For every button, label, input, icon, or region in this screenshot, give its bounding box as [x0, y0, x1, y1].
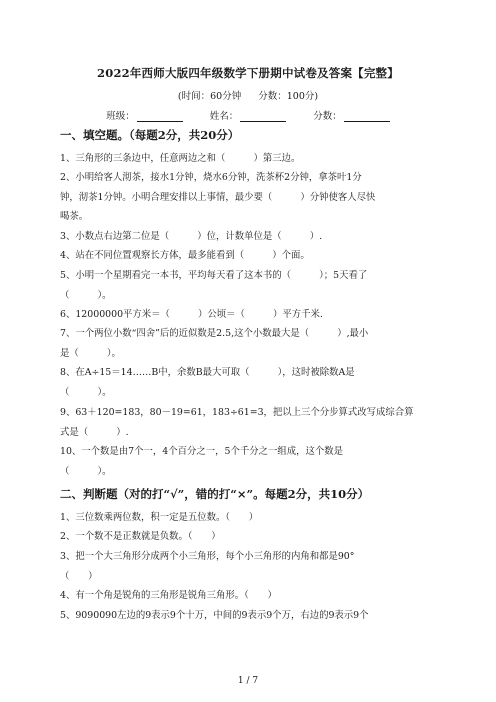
score-blank[interactable] [344, 111, 390, 122]
question-line: 10、一个数是由7个一，4个百分之一，5个千分之一组成，这个数是 [60, 446, 343, 457]
question-line: 7、一个两位小数“四舍”后的近似数是2.5,这个小数最大是（ ）,最小 [60, 328, 369, 339]
fill-question-9 [60, 403, 442, 442]
section-judge-heading: 二、判断题（对的打“√”，错的打“×”。每题2分，共10分） [60, 487, 370, 501]
question-line: （ ） [60, 570, 98, 582]
question-line: 3、把一个大三角形分成两个小三角形，每个小三角形的内角和都是90° [60, 551, 355, 562]
question-line: 5、9090090左边的9表示9个十万，中间的9表示9个万，右边的9表示9个 [60, 610, 369, 621]
exam-title: 2022年西师大版四年级数学下册期中试卷及答案【完整】 [97, 66, 399, 80]
name-label: 姓名： [209, 111, 239, 122]
exam-time: (时间：60分钟 [177, 91, 242, 102]
question-line: 1、三角形的三条边中，任意两边之和（ ）第三边。 [60, 153, 301, 164]
judge-question-1 [60, 508, 442, 528]
question-line: （ ）。 [60, 289, 112, 301]
fill-question-10 [60, 442, 442, 481]
fill-question-2 [60, 168, 442, 227]
fill-question-3 [60, 227, 442, 247]
question-line: 6、12000000平方米＝（ ）公顷＝（ ）平方千米. [60, 309, 323, 320]
exam-meta [0, 88, 496, 102]
score-field [313, 108, 390, 122]
name-field [210, 108, 287, 122]
question-line: 4、站在不同位置观察长方体，最多能看到（ ）个面。 [60, 250, 310, 261]
question-line: 4、有一个角是锐角的三角形是锐角三角形。（ ） [60, 590, 277, 601]
question-line: （ ）。 [60, 465, 112, 477]
section-fill-heading: 一、填空题。（每题2分，共20分） [60, 128, 240, 142]
student-info-fields [0, 108, 496, 122]
question-line: 5、小明一个星期看完一本书，平均每天看了这本书的（ ）；5天看了 [60, 270, 368, 281]
score-label: 分数： [313, 111, 342, 122]
question-line: 8、在A÷15＝14……B中，余数B最大可取（ ），这时被除数A是 [60, 367, 355, 378]
fill-question-5 [60, 266, 442, 305]
fill-question-8 [60, 363, 442, 402]
fill-question-6 [60, 305, 442, 325]
judge-question-2 [60, 527, 442, 547]
class-field [106, 108, 183, 122]
fill-question-1 [60, 149, 442, 169]
name-blank[interactable] [240, 111, 286, 122]
question-line: 是（ ）。 [60, 347, 121, 359]
page-number: 1 / 7 [237, 676, 259, 686]
question-line: 式是（ ）. [60, 426, 129, 438]
question-line: 钟，沏茶1分钟。小明合理安排以上事情，最少要（ ）分钟使客人尽快 [60, 191, 376, 203]
question-line: 2、小明给客人沏茶，接水1分钟，烧水6分钟，洗茶杯2分钟，拿茶叶1分 [60, 172, 362, 183]
class-blank[interactable] [137, 111, 183, 122]
class-label: 班级： [106, 111, 135, 122]
question-line: 1、三位数乘两位数，积一定是五位数。（ ） [60, 512, 259, 523]
question-line: 9、63＋120=183，80－19=61，183÷61=3，把以上三个分步算式改写成综合算 [60, 407, 414, 418]
judge-question-4 [60, 586, 442, 606]
judge-question-5 [60, 606, 442, 626]
question-line: （ ）。 [60, 386, 112, 398]
exam-total-score: 分数：100分) [258, 91, 319, 102]
question-line: 2、一个数不是正数就是负数。（ ） [60, 531, 221, 542]
fill-question-7 [60, 324, 442, 363]
question-line: 喝茶。 [60, 211, 89, 222]
fill-question-4 [60, 246, 442, 266]
question-line: 3、小数点右边第二位是（ ）位，计数单位是（ ）. [60, 231, 323, 242]
judge-question-3 [60, 547, 442, 586]
